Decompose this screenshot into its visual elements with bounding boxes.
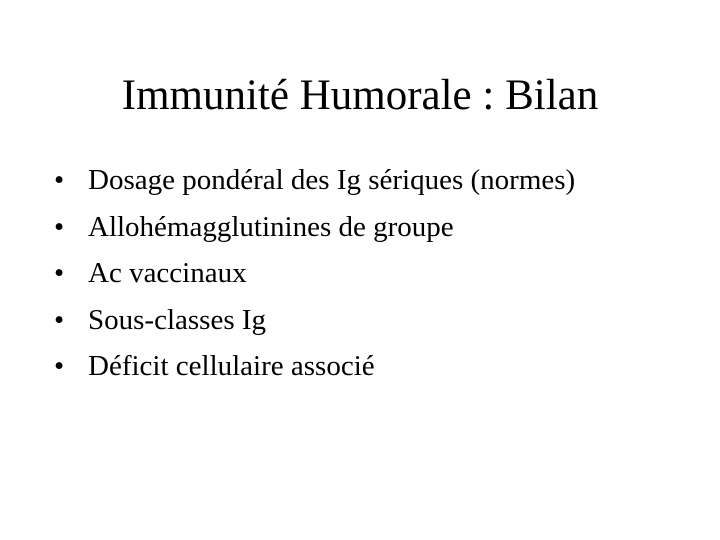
- list-item-text: Sous-classes Ig: [88, 303, 267, 336]
- list-item-text: Ac vaccinaux: [88, 257, 247, 289]
- list-item-text: Dosage pondéral des Ig sériques (normes): [88, 164, 576, 196]
- list-item: [54, 343, 575, 390]
- bullet-icon: •: [54, 210, 65, 243]
- bullet-icon: •: [54, 350, 65, 382]
- list-item-text: Allohémagglutinines de groupe: [88, 210, 454, 243]
- list-item: [54, 157, 575, 204]
- list-item: [54, 250, 575, 297]
- bullet-icon: •: [54, 257, 65, 289]
- bullet-icon: •: [54, 164, 65, 196]
- list-item: [54, 204, 575, 251]
- list-item: [54, 297, 575, 344]
- slide-title: Immunité Humorale : Bilan: [121, 72, 599, 119]
- bullet-list: [54, 157, 575, 390]
- list-item-text: Déficit cellulaire associé: [88, 350, 375, 382]
- bullet-icon: •: [54, 303, 65, 336]
